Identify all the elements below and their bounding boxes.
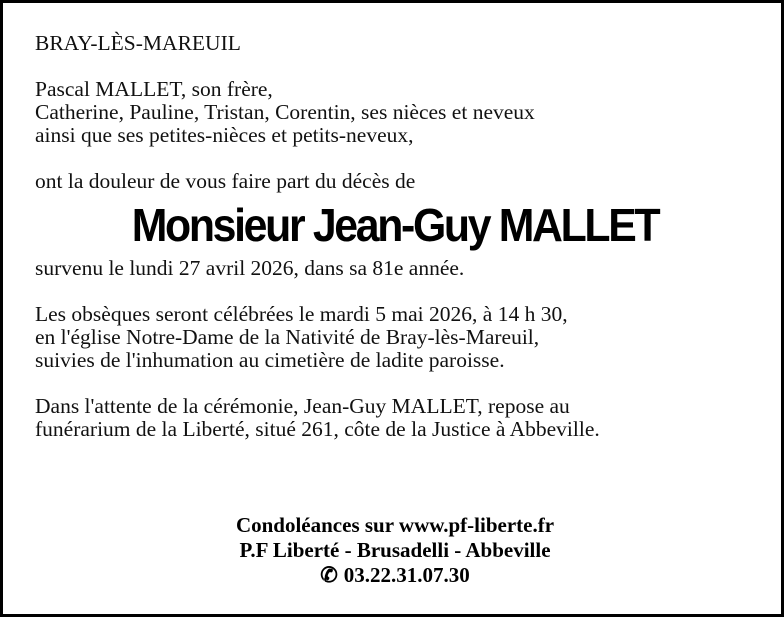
rest-line: funérarium de la Liberté, situé 261, côte de la Justice à Abbeville. — [35, 417, 600, 441]
rest-line: Dans l'attente de la cérémonie, Jean-Guy MALLET, repose au — [35, 394, 570, 418]
deceased-name: Monsieur Jean-Guy MALLET — [131, 199, 659, 251]
family-line: Catherine, Pauline, Tristan, Corentin, ses nièces et neveux — [35, 100, 535, 124]
funeral-line: suivies de l'inhumation au cimetière de ladite paroisse. — [35, 348, 505, 372]
family-line: ainsi que ses petites-nièces et petits-neveux, — [35, 123, 414, 147]
condolences-link[interactable]: Condoléances sur www.pf-liberte.fr — [235, 513, 555, 537]
spacer — [35, 372, 755, 395]
obituary-text — [35, 32, 755, 441]
announcement: ont la douleur de vous faire part du décès de — [35, 169, 416, 193]
spacer — [35, 147, 755, 170]
phone-line — [3, 563, 784, 588]
phone-number[interactable]: 03.22.31.07.30 — [343, 563, 470, 587]
location: BRAY-LÈS-MAREUIL — [35, 31, 241, 55]
spacer — [35, 55, 755, 78]
funeral-line: Les obsèques seront célébrées le mardi 5 mai 2026, à 14 h 30, — [35, 302, 568, 326]
spacer — [35, 280, 755, 303]
death-info: survenu le lundi 27 avril 2026, dans sa 81e année. — [35, 256, 465, 280]
funeral-home-name: P.F Liberté - Brusadelli - Abbeville — [239, 538, 551, 562]
family-line: Pascal MALLET, son frère, — [35, 77, 273, 101]
phone-icon: ✆ — [320, 563, 338, 587]
funeral-home-footer — [3, 513, 784, 588]
funeral-line: en l'église Notre-Dame de la Nativité de Bray-lès-Mareuil, — [35, 325, 540, 349]
